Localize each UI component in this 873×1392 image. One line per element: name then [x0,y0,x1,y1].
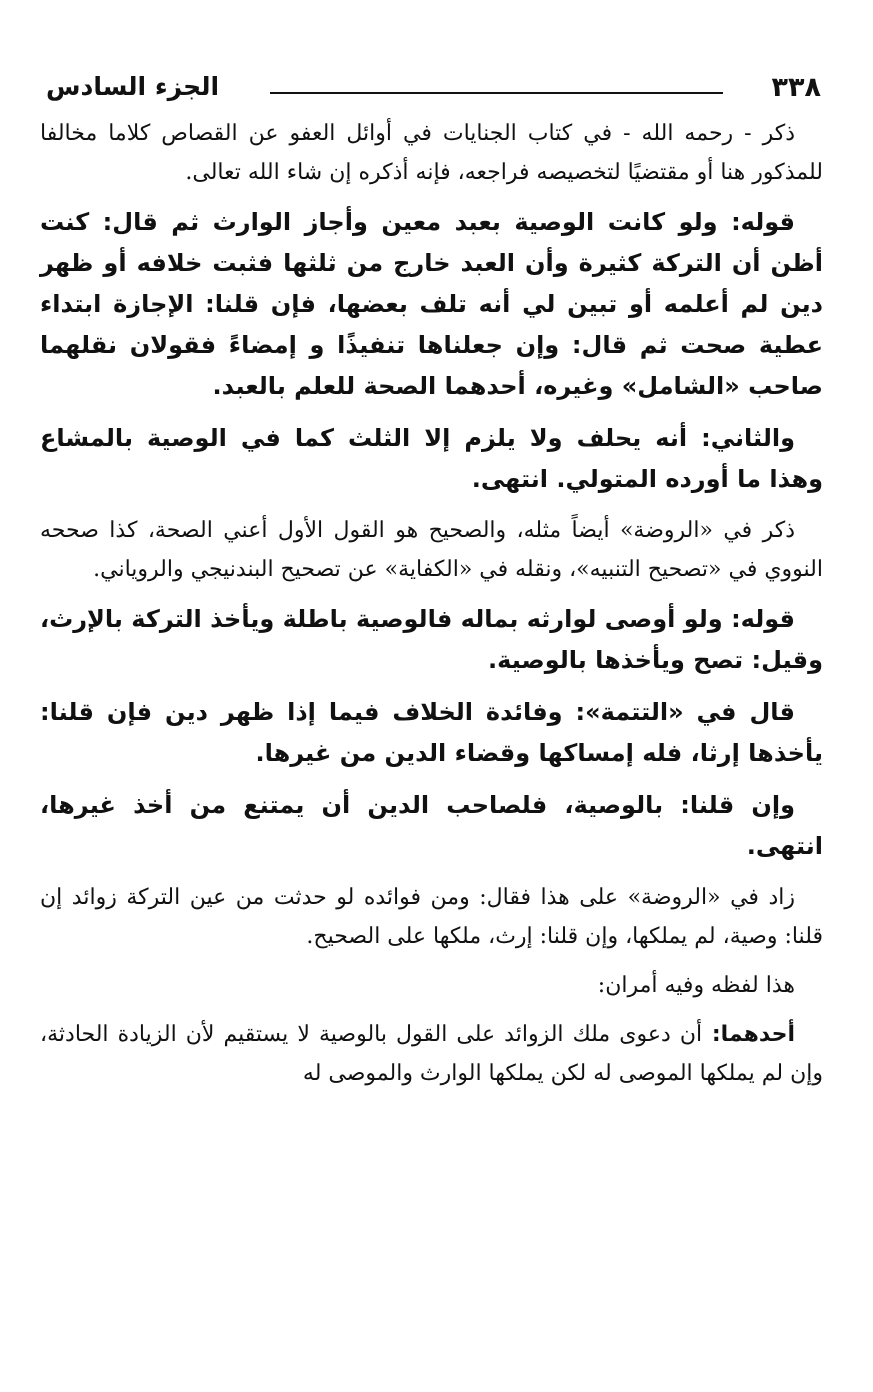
running-title: الجزء السادس [46,72,220,101]
paragraph-text: قوله: ولو كانت الوصية بعبد معين وأجاز الوارث ثم قال: كنت أظن أن التركة كثيرة وأن العبد خارج من ثلثها فثبت خلافه أو ظهر دين لم أعلمه أو تبين لي أنه تلف بعضها، فإن قلنا: الإجازة ابتداء عطية صحت ثم قال: وإن جعلناها تنفيذًا و إمضاءً فقولان نقلهما صاحب «الشامل» وغيره، أحدهما الصحة للعلم بالعبد. [40,208,823,400]
paragraph-text: أن دعوى ملك الزوائد على القول بالوصية لا يستقيم لأن الزيادة الحادثة، وإن لم يملكها الموصى له لكن يملكها الوارث والموصى له [40,1022,823,1086]
header-rule [270,92,723,94]
paragraph-text: ذكر - رحمه الله - في كتاب الجنايات في أوائل العفو عن القصاص كلاما مخالفا للمذكور هنا أو مقتضيًا لتخصيصه فراجعه، فإنه أذكره إن شاء الله تعالى. [40,121,823,185]
book-page [40,70,823,1103]
page-number: ٣٣٨ [771,72,821,103]
paragraph-text: قوله: ولو أوصى لوارثه بماله فالوصية باطلة ويأخذ التركة بالإرث، وقيل: تصح ويأخذها بالوصية. [40,605,823,674]
paragraph-text: ذكر في «الروضة» أيضاً مثله، والصحيح هو القول الأول أعني الصحة، كذا صححه النووي في «تصحيح التنبيه»، ونقله في «الكفاية» عن تصحيح البندنيجي والروياني. [40,518,823,582]
paragraph [40,692,823,774]
paragraph [40,418,823,500]
paragraph [40,878,823,956]
paragraph [40,202,823,407]
paragraph [40,966,823,1005]
paragraph-text: هذا لفظه وفيه أمران: [597,973,795,998]
paragraph [40,114,823,192]
paragraph-text: وإن قلنا: بالوصية، فلصاحب الدين أن يمتنع من أخذ غيرها، انتهى. [40,791,823,860]
page-body [40,114,823,1093]
paragraph-text: زاد في «الروضة» على هذا فقال: ومن فوائده لو حدثت من عين التركة زوائد إن قلنا: وصية، لم يملكها، وإن قلنا: إرث، ملكها على الصحيح. [40,885,823,949]
paragraph-text: والثاني: أنه يحلف ولا يلزم إلا الثلث كما في الوصية بالمشاع وهذا ما أورده المتولي. انتهى. [40,424,823,493]
paragraph [40,511,823,589]
paragraph [40,1015,823,1093]
page-header [40,70,823,114]
paragraph [40,599,823,681]
paragraph-lead: أحدهما: [702,1022,795,1047]
paragraph-text: قال في «التتمة»: وفائدة الخلاف فيما إذا ظهر دين فإن قلنا: يأخذها إرثا، فله إمساكها وقضاء الدين من غيرها. [40,698,823,767]
paragraph [40,785,823,867]
